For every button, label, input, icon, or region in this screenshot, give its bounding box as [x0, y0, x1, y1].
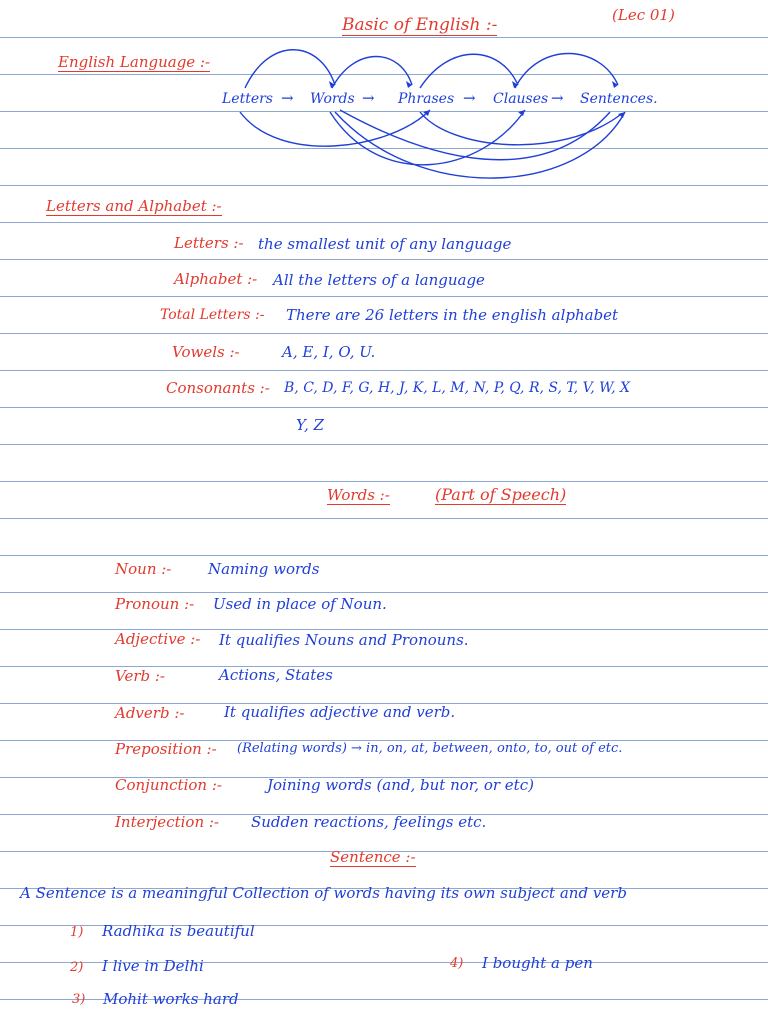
- preposition-term: Preposition :-: [115, 740, 217, 758]
- example-3-text: Mohit works hard: [103, 990, 239, 1008]
- pronoun-term: Pronoun :-: [115, 595, 195, 613]
- flow-item-sentences: Sentences.: [580, 91, 658, 107]
- adjective-text: It qualifies Nouns and Pronouns.: [219, 631, 469, 649]
- adverb-text: It qualifies adjective and verb.: [224, 703, 456, 721]
- sentence-definition: A Sentence is a meaningful Collection of words having its own subject and verb: [20, 884, 627, 902]
- example-2-number: 2): [70, 960, 84, 975]
- flow-item-letters: Letters: [222, 91, 273, 107]
- noun-text: Naming words: [208, 560, 320, 578]
- flow-arrow-4: →: [551, 89, 564, 107]
- flow-arrow-3: →: [463, 89, 476, 107]
- vowels-term: Vowels :-: [172, 343, 240, 361]
- letters-text: the smallest unit of any language: [258, 235, 512, 253]
- example-4-text: I bought a pen: [482, 954, 593, 972]
- lecture-number: (Lec 01): [612, 6, 675, 24]
- alphabet-term: Alphabet :-: [174, 270, 258, 288]
- flow-item-clauses: Clauses: [493, 91, 549, 107]
- adverb-term: Adverb :-: [115, 704, 185, 722]
- example-1-text: Radhika is beautiful: [102, 922, 255, 940]
- total-letters-text: There are 26 letters in the english alphabet: [286, 306, 619, 324]
- example-3-number: 3): [72, 992, 86, 1007]
- vowels-text: A, E, I, O, U.: [282, 343, 376, 361]
- example-2-text: I live in Delhi: [102, 957, 204, 975]
- flow-arrow-1: →: [281, 89, 294, 107]
- pronoun-text: Used in place of Noun.: [213, 595, 387, 613]
- interjection-text: Sudden reactions, feelings etc.: [251, 813, 487, 831]
- words-heading: Words :-: [327, 486, 390, 504]
- adjective-term: Adjective :-: [115, 630, 201, 648]
- total-letters-term: Total Letters :-: [160, 307, 265, 323]
- words-subheading: (Part of Speech): [435, 485, 567, 504]
- letters-term: Letters :-: [174, 234, 244, 252]
- alphabet-text: All the letters of a language: [273, 271, 485, 289]
- noun-term: Noun :-: [115, 560, 172, 578]
- letters-heading: Letters and Alphabet :-: [46, 197, 222, 215]
- verb-term: Verb :-: [115, 667, 165, 685]
- english-language-label: English Language :-: [58, 53, 211, 71]
- example-4-number: 4): [450, 956, 464, 971]
- consonants-continuation: Y, Z: [296, 416, 324, 434]
- conjunction-term: Conjunction :-: [115, 776, 222, 794]
- flow-item-phrases: Phrases: [398, 91, 455, 107]
- verb-text: Actions, States: [219, 666, 333, 684]
- flow-item-words: Words: [310, 91, 355, 107]
- conjunction-text: Joining words (and, but nor, or etc): [267, 776, 534, 794]
- example-1-number: 1): [70, 925, 84, 940]
- interjection-term: Interjection :-: [115, 813, 219, 831]
- page-title: Basic of English :-: [342, 15, 498, 35]
- consonants-text: B, C, D, F, G, H, J, K, L, M, N, P, Q, R, S, T, V, W, X: [284, 380, 630, 396]
- consonants-term: Consonants :-: [166, 379, 270, 397]
- flow-arrow-2: →: [362, 89, 375, 107]
- preposition-text: (Relating words) → in, on, at, between, onto, to, out of etc.: [237, 741, 623, 756]
- sentence-heading: Sentence :-: [330, 848, 416, 866]
